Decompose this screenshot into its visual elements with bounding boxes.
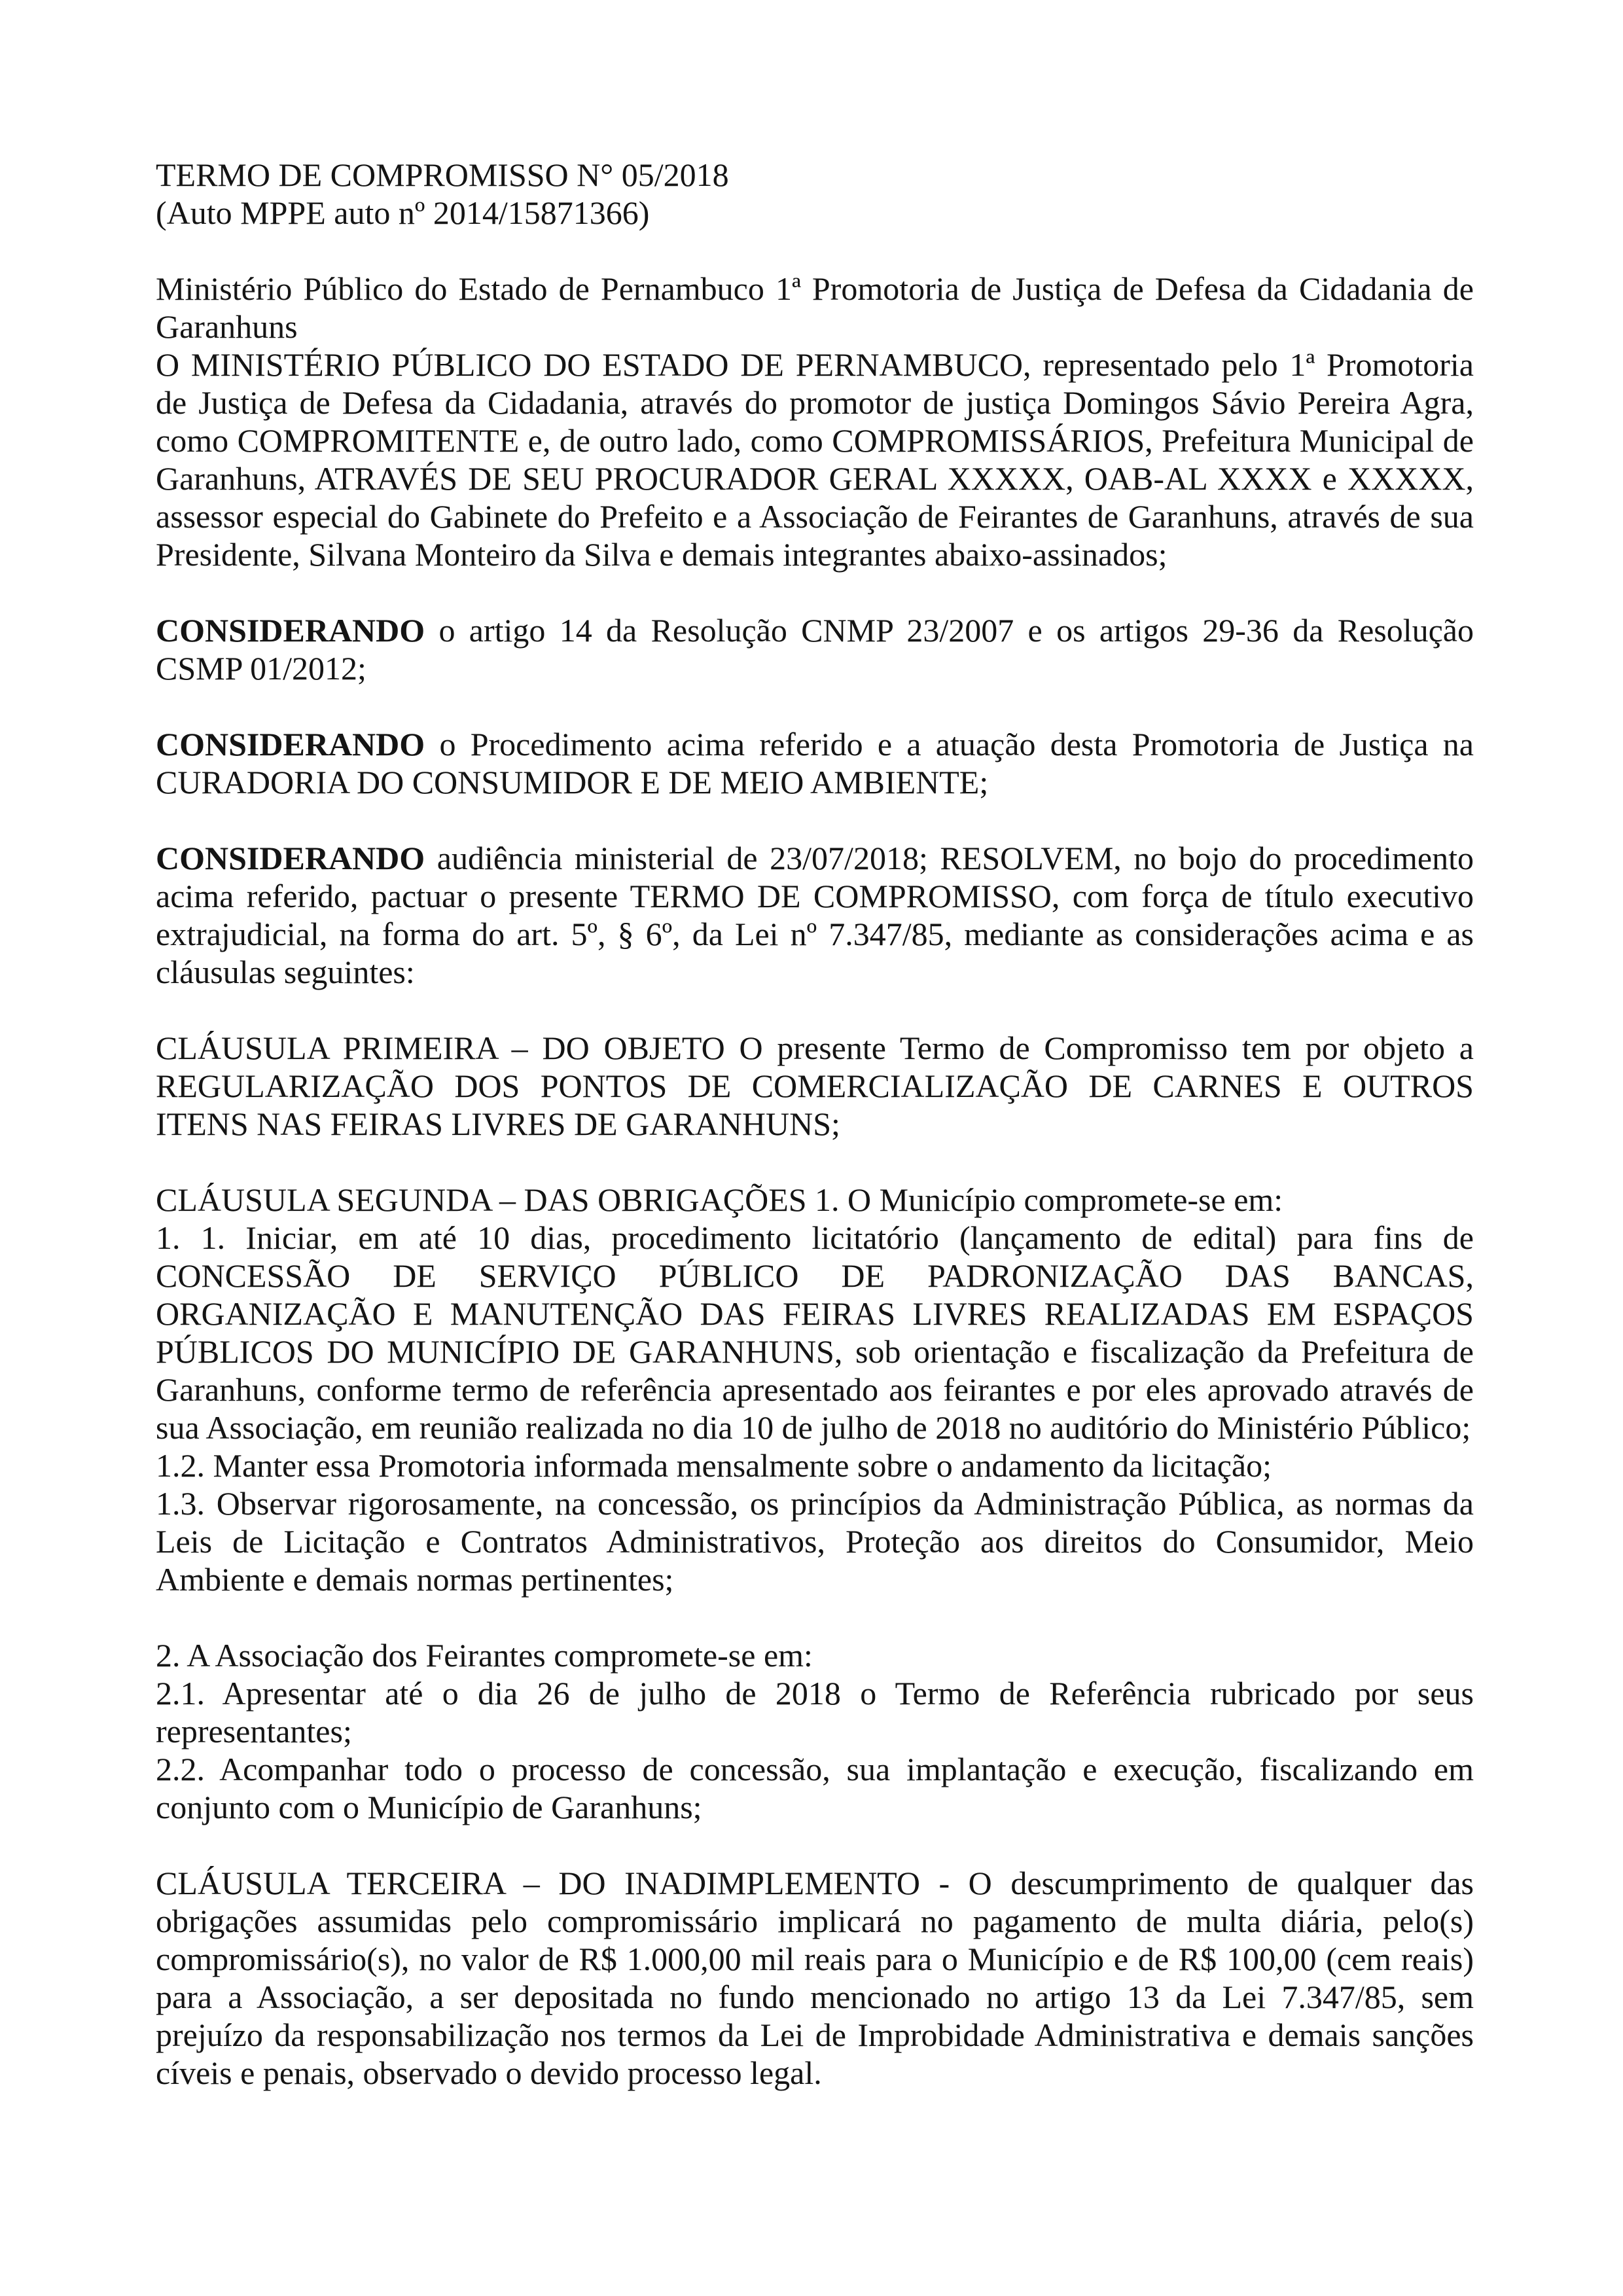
intro-organ: Ministério Público do Estado de Pernambuco 1ª Promotoria de Justiça de Defesa da Cidadania de Garanhuns [156,270,1474,345]
clausula-segunda-item-1-3: 1.3. Observar rigorosamente, na concessão, os princípios da Administração Pública, as normas da Leis de Licitação e Contratos Administrativos, Proteção aos direitos do Consumidor, Meio Ambiente e demais normas pertinentes; [156,1485,1474,1598]
considerando-text: audiência ministerial de 23/07/2018; RESOLVEM, no bojo do procedimento acima referido, pactuar o presente TERMO DE COMPROMISSO, com força de título executivo extrajudicial, na forma do art. 5º, § 6º, da Lei nº 7.347/85, mediante as considerações acima e as cláusulas seguintes: [156,840,1474,990]
spacer [156,991,1474,1029]
document-subtitle: (Auto MPPE auto nº 2014/15871366) [156,194,650,231]
spacer [156,801,1474,839]
spacer [156,687,1474,725]
spacer [156,1143,1474,1181]
spacer [156,1826,1474,1864]
clausula-segunda-item-1-2: 1.2. Manter essa Promotoria informada mensalmente sobre o andamento da licitação; [156,1447,1272,1484]
spacer [156,1598,1474,1636]
clausula-segunda-item-2-1: 2.1. Apresentar até o dia 26 de julho de 2018 o Termo de Referência rubricado por seus representantes; [156,1675,1474,1749]
clausula-segunda-item-2-2: 2.2. Acompanhar todo o processo de concessão, sua implantação e execução, fiscalizando em conjunto com o Município de Garanhuns; [156,1751,1474,1825]
document-page [156,156,1474,2092]
spacer [156,573,1474,611]
considerando-text: o artigo 14 da Resolução CNMP 23/2007 e os artigos 29-36 da Resolução CSMP 01/2012; [156,612,1474,687]
clausula-segunda-item-1-1: 1. 1. Iniciar, em até 10 dias, procedimento licitatório (lançamento de edital) para fins de CONCESSÃO DE SERVIÇO PÚBLICO DE PADRONIZAÇÃO DAS BANCAS, ORGANIZAÇÃO E MANUTENÇÃO DAS FEIRAS LIVRES REALIZADAS EM ESPAÇOS PÚBLICOS DO MUNICÍPIO DE GARANHUNS, sob orientação e fiscalização da Prefeitura de Garanhuns, conforme termo de referência apresentado aos feirantes e por eles aprovado através de sua Associação, em reunião realizada no dia 10 de julho de 2018 no auditório do Ministério Público; [156,1219,1474,1446]
considerando-keyword: CONSIDERANDO [156,840,425,876]
considerando-1 [156,611,1474,687]
considerando-text: o Procedimento acima referido e a atuação desta Promotoria de Justiça na CURADORIA DO CONSUMIDOR E DE MEIO AMBIENTE; [156,726,1474,800]
considerando-keyword: CONSIDERANDO [156,726,425,762]
considerando-3 [156,839,1474,991]
considerando-keyword: CONSIDERANDO [156,612,425,649]
clausula-terceira: CLÁUSULA TERCEIRA – DO INADIMPLEMENTO - O descumprimento de qualquer das obrigações assumidas pelo compromissário implicará no pagamento de multa diária, pelo(s) compromissário(s), no valor de R$ 1.000,00 mil reais para o Município e de R$ 100,00 (cem reais) para a Associação, a ser depositada no fundo mencionado no artigo 13 da Lei 7.347/85, sem prejuízo da responsabilização nos termos da Lei de Improbidade Administrativa e demais sanções cíveis e penais, observado o devido processo legal. [156,1865,1474,2091]
clausula-primeira: CLÁUSULA PRIMEIRA – DO OBJETO O presente Termo de Compromisso tem por objeto a REGULARIZAÇÃO DOS PONTOS DE COMERCIALIZAÇÃO DE CARNES E OUTROS ITENS NAS FEIRAS LIVRES DE GARANHUNS; [156,1030,1474,1142]
clausula-segunda-heading: CLÁUSULA SEGUNDA – DAS OBRIGAÇÕES 1. O Município compromete-se em: [156,1181,1283,1218]
document-title: TERMO DE COMPROMISSO N° 05/2018 [156,156,729,193]
intro-parties: O MINISTÉRIO PÚBLICO DO ESTADO DE PERNAMBUCO, representado pelo 1ª Promotoria de Justiça de Defesa da Cidadania, através do promotor de justiça Domingos Sávio Pereira Agra, como COMPROMITENTE e, de outro lado, como COMPROMISSÁRIOS, Prefeitura Municipal de Garanhuns, ATRAVÉS DE SEU PROCURADOR GERAL XXXXX, OAB-AL XXXX e XXXXX, assessor especial do Gabinete do Prefeito e a Associação de Feirantes de Garanhuns, através de sua Presidente, Silvana Monteiro da Silva e demais integrantes abaixo-assinados; [156,346,1474,573]
spacer [156,232,1474,270]
clausula-segunda-item-2: 2. A Associação dos Feirantes compromete-se em: [156,1637,813,1674]
considerando-2 [156,725,1474,801]
